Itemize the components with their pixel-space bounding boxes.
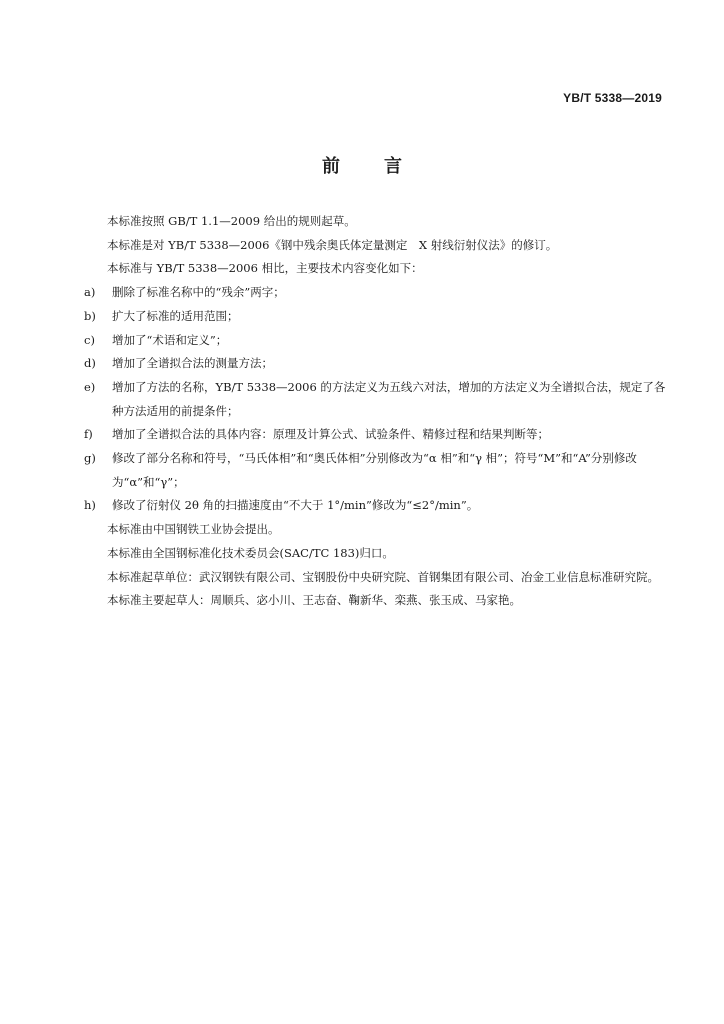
change-item-f	[84, 423, 666, 447]
standard-code: YB/T 5338—2019	[563, 91, 662, 105]
change-item-h	[84, 494, 666, 518]
title-char-2: 言	[384, 156, 402, 177]
paragraph-revision-of: 本标准是对 YB/T 5338—2006《钢中残余奥氏体定量测定 X 射线衍射仪法》的修订。	[107, 237, 558, 252]
change-item-a	[84, 281, 666, 305]
paragraph-drafting-units: 本标准起草单位：武汉钢铁有限公司、宝钢股份中央研究院、首钢集团有限公司、冶金工业信息标准研究院。	[107, 569, 659, 584]
list-item-text: 修改了部分名称和符号，“马氏体相”和“奥氏体相”分别修改为“α 相”和“γ 相”；符号“M”和“A”分别修改为“α”和“γ”；	[112, 451, 637, 489]
list-marker: g)	[84, 451, 96, 466]
change-item-c	[84, 329, 666, 353]
change-item-b	[84, 305, 666, 329]
list-item-text: 增加了“术语和定义”；	[112, 332, 228, 347]
list-item-text: 删除了标准名称中的“残余”两字；	[112, 285, 285, 300]
title-char-1: 前	[322, 156, 340, 177]
list-marker: b)	[84, 308, 96, 323]
list-item-text: 修改了衍射仪 2θ 角的扫描速度由“不大于 1°/min”修改为“≤2°/min”。	[112, 498, 479, 513]
paragraph-changes-intro: 本标准与 YB/T 5338—2006 相比，主要技术内容变化如下：	[107, 261, 423, 276]
document-body	[84, 210, 666, 613]
paragraph-drafters: 本标准主要起草人：周顺兵、宓小川、王志奋、鞠新华、栾燕、张玉成、马家艳。	[107, 593, 521, 608]
list-marker: a)	[84, 285, 96, 300]
list-marker: c)	[84, 332, 95, 347]
page-title	[0, 152, 724, 178]
paragraph-proposed-by: 本标准由中国钢铁工业协会提出。	[107, 522, 280, 537]
list-marker: f)	[84, 427, 93, 442]
paragraph-drafting-rules: 本标准按照 GB/T 1.1—2009 给出的规则起草。	[107, 214, 356, 228]
list-marker: h)	[84, 498, 96, 513]
change-item-d	[84, 352, 666, 376]
change-item-e	[84, 376, 666, 423]
paragraph-managed-by: 本标准由全国钢标准化技术委员会(SAC/TC 183)归口。	[107, 545, 394, 560]
list-item-text: 扩大了标准的适用范围；	[112, 308, 239, 323]
list-item-text: 增加了全谱拟合法的测量方法；	[112, 356, 273, 371]
list-marker: d)	[84, 356, 96, 371]
change-item-g	[84, 447, 666, 494]
list-marker: e)	[84, 379, 96, 394]
list-item-text: 增加了方法的名称，YB/T 5338—2006 的方法定义为五线六对法，增加的方法定义为全谱拟合法，规定了各种方法适用的前提条件；	[112, 379, 666, 418]
list-item-text: 增加了全谱拟合法的具体内容：原理及计算公式、试验条件、精修过程和结果判断等；	[112, 427, 549, 442]
